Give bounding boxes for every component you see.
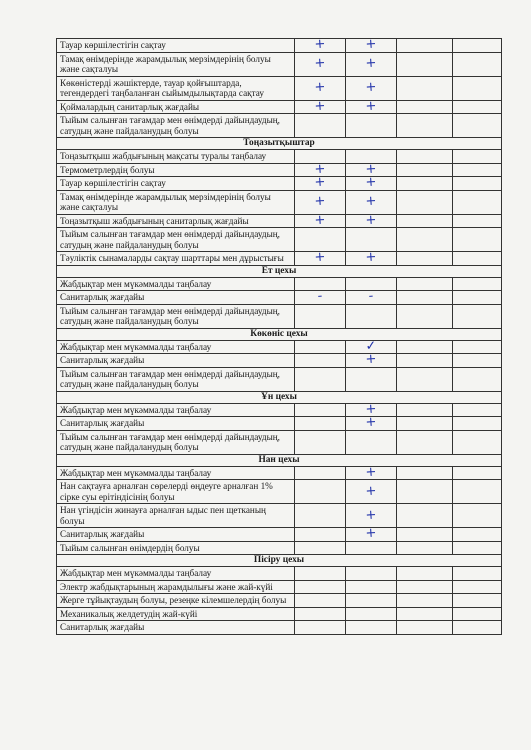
empty-cell[interactable] — [397, 581, 453, 594]
plus-mark: + — [365, 36, 377, 53]
criterion-label: Электр жабдықтарының жарамдылығы және жай-күйі — [57, 581, 295, 594]
mark-cell[interactable] — [295, 431, 346, 454]
criterion-label: Санитарлық жағдайы — [57, 417, 295, 430]
mark-cell[interactable] — [346, 480, 397, 503]
empty-cell[interactable] — [397, 431, 453, 454]
mark-cell[interactable] — [295, 608, 346, 621]
criterion-label: Санитарлық жағдайы — [57, 291, 295, 304]
empty-cell[interactable] — [453, 215, 501, 228]
empty-cell[interactable] — [453, 191, 501, 214]
empty-cell[interactable] — [397, 594, 453, 607]
section-header: Көкөніс цехы — [57, 329, 501, 341]
mark-cell[interactable] — [295, 528, 346, 541]
mark-cell[interactable] — [295, 567, 346, 580]
mark-cell[interactable] — [295, 77, 346, 100]
criterion-label: Тәуліктік сынамаларды сақтау шарттары мен дұрыстығы — [57, 252, 295, 265]
table-row — [57, 36, 501, 53]
mark-cell[interactable] — [295, 305, 346, 328]
empty-cell[interactable] — [453, 114, 501, 137]
table-row — [57, 161, 501, 178]
empty-cell[interactable] — [453, 608, 501, 621]
empty-cell[interactable] — [397, 354, 453, 367]
criterion-label: Тыйым салынған тағамдар мен өнімдерді дайындаудың, сатудың және пайдаланудың болуы — [57, 228, 295, 251]
table-row — [57, 504, 501, 528]
empty-cell[interactable] — [397, 164, 453, 177]
plus-mark: + — [365, 161, 377, 177]
table-row — [57, 98, 501, 115]
mark-cell[interactable] — [295, 114, 346, 137]
empty-cell[interactable] — [397, 404, 453, 417]
empty-cell[interactable] — [397, 608, 453, 621]
criterion-label: Санитарлық жағдайы — [57, 621, 295, 634]
table-row — [57, 114, 501, 138]
empty-cell[interactable] — [397, 177, 453, 190]
check-mark: ✓ — [365, 338, 377, 354]
table-row — [57, 621, 501, 635]
empty-cell[interactable] — [453, 341, 501, 354]
empty-cell[interactable] — [453, 567, 501, 580]
table-row — [57, 150, 501, 164]
plus-mark: + — [365, 55, 377, 72]
mark-cell[interactable] — [346, 228, 397, 251]
mark-cell[interactable] — [346, 414, 397, 431]
empty-cell[interactable] — [453, 53, 501, 76]
empty-cell[interactable] — [453, 305, 501, 328]
empty-cell[interactable] — [453, 252, 501, 265]
plus-mark: + — [314, 36, 326, 53]
empty-cell[interactable] — [453, 368, 501, 391]
mark-cell[interactable] — [346, 305, 397, 328]
mark-cell[interactable] — [346, 431, 397, 454]
mark-cell[interactable] — [346, 504, 397, 527]
mark-cell[interactable] — [295, 467, 346, 480]
table-row — [57, 174, 501, 191]
plus-mark: + — [314, 79, 326, 96]
plus-mark: + — [314, 249, 326, 266]
plus-mark: + — [365, 212, 377, 228]
empty-cell[interactable] — [453, 621, 501, 634]
mark-cell[interactable] — [295, 341, 346, 354]
empty-cell[interactable] — [453, 354, 501, 367]
empty-cell[interactable] — [453, 504, 501, 527]
section-header: Пісіру цехы — [57, 555, 501, 567]
empty-cell[interactable] — [453, 291, 501, 304]
mark-cell[interactable] — [346, 249, 397, 266]
plus-mark: + — [314, 98, 326, 114]
criterion-label: Жабдықтар мен мүкәммалды таңбалау — [57, 467, 295, 480]
mark-cell[interactable] — [346, 77, 397, 100]
criterion-label: Механикалық желдетудің жай-күйі — [57, 608, 295, 621]
mark-cell[interactable] — [346, 567, 397, 580]
criterion-label: Санитарлық жағдайы — [57, 354, 295, 367]
criterion-label: Тауар көршілестігін сақтау — [57, 177, 295, 190]
empty-cell[interactable] — [397, 542, 453, 555]
mark-cell[interactable] — [346, 608, 397, 621]
criterion-label: Көкөністерді жәшіктерде, тауар қойғыштарда, тегендердегі таңбаланған сыйымдылықтарда сақтау — [57, 77, 295, 100]
mark-cell[interactable] — [295, 98, 346, 114]
empty-cell[interactable] — [453, 101, 501, 114]
criterion-label: Тоңазытқыш жабдығының мақсаты туралы таңбалау — [57, 150, 295, 163]
table-row — [57, 212, 501, 229]
criterion-label: Тоңазытқыш жабдығының санитарлық жағдайы — [57, 215, 295, 228]
plus-mark: + — [314, 193, 326, 210]
mark-cell[interactable] — [346, 150, 397, 163]
plus-mark: + — [365, 193, 377, 210]
empty-cell[interactable] — [453, 150, 501, 163]
empty-cell[interactable] — [397, 480, 453, 503]
table-row — [57, 288, 501, 305]
plus-mark: + — [365, 464, 377, 480]
plus-mark: + — [314, 174, 326, 191]
empty-cell[interactable] — [397, 101, 453, 114]
mark-cell[interactable] — [295, 480, 346, 503]
scan-smudge — [420, 715, 460, 723]
empty-cell[interactable] — [453, 528, 501, 541]
empty-cell[interactable] — [397, 341, 453, 354]
table-row — [57, 368, 501, 392]
plus-mark: + — [365, 506, 377, 523]
criterion-label: Нан сақтауға арналған сөрелерді өңдеуге арналған 1% сірке суы ерітіндісінің болуы — [57, 480, 295, 503]
plus-mark: + — [365, 482, 377, 499]
mark-cell[interactable] — [295, 404, 346, 417]
mark-cell[interactable] — [295, 228, 346, 251]
mark-cell[interactable] — [346, 288, 397, 305]
criterion-label: Жабдықтар мен мүкәммалды таңбалау — [57, 341, 295, 354]
mark-cell[interactable] — [346, 174, 397, 191]
table-row — [57, 608, 501, 622]
criterion-label: Тыйым салынған тағамдар мен өнімдерді дайындаудың, сатудың және пайдаланудың болуы — [57, 368, 295, 391]
empty-cell[interactable] — [397, 567, 453, 580]
table-row — [57, 480, 501, 504]
plus-mark: + — [365, 249, 377, 266]
empty-cell[interactable] — [397, 215, 453, 228]
empty-cell[interactable] — [397, 417, 453, 430]
mark-cell[interactable] — [295, 354, 346, 367]
table-row — [57, 53, 501, 77]
section-header: Тоңазытқыштар — [57, 138, 501, 150]
table-row — [57, 338, 501, 355]
mark-cell[interactable] — [346, 351, 397, 368]
mark-cell[interactable] — [346, 368, 397, 391]
empty-cell[interactable] — [453, 417, 501, 430]
empty-cell[interactable] — [453, 431, 501, 454]
empty-cell[interactable] — [453, 594, 501, 607]
criterion-label: Жабдықтар мен мүкәммалды таңбалау — [57, 404, 295, 417]
table-row — [57, 581, 501, 595]
mark-cell[interactable] — [295, 417, 346, 430]
table-row — [57, 414, 501, 431]
empty-cell[interactable] — [453, 77, 501, 100]
mark-cell[interactable] — [346, 594, 397, 607]
table-row — [57, 249, 501, 266]
empty-cell[interactable] — [453, 164, 501, 177]
minus-mark: - — [317, 288, 323, 305]
plus-mark: + — [365, 525, 377, 542]
empty-cell[interactable] — [397, 39, 453, 52]
empty-cell[interactable] — [397, 504, 453, 527]
table-row — [57, 351, 501, 368]
plus-mark: + — [365, 79, 377, 96]
plus-mark: + — [314, 55, 326, 72]
empty-cell[interactable] — [397, 150, 453, 163]
mark-cell[interactable] — [295, 150, 346, 163]
mark-cell[interactable] — [295, 581, 346, 594]
empty-cell[interactable] — [397, 621, 453, 634]
table-row — [57, 464, 501, 481]
empty-cell[interactable] — [397, 528, 453, 541]
empty-cell[interactable] — [453, 278, 501, 291]
criterion-label: Нан үгіндісін жинауға арналған ыдыс пен щетканың болуы — [57, 504, 295, 527]
minus-mark: - — [368, 288, 374, 305]
criterion-label: Жабдықтар мен мүкәммалды таңбалау — [57, 567, 295, 580]
empty-cell[interactable] — [453, 177, 501, 190]
empty-cell[interactable] — [453, 404, 501, 417]
section-header: Нан цехы — [57, 455, 501, 467]
mark-cell[interactable] — [295, 621, 346, 634]
mark-cell[interactable] — [295, 288, 346, 305]
plus-mark: + — [365, 401, 377, 417]
criterion-label: Тыйым салынған тағамдар мен өнімдерді дайындаудың, сатудың және пайдаланудың болуы — [57, 114, 295, 137]
empty-cell[interactable] — [397, 191, 453, 214]
plus-mark: + — [314, 212, 326, 228]
empty-cell[interactable] — [397, 467, 453, 480]
criterion-label: Санитарлық жағдайы — [57, 528, 295, 541]
empty-cell[interactable] — [397, 278, 453, 291]
mark-cell[interactable] — [346, 191, 397, 214]
mark-cell[interactable] — [346, 621, 397, 634]
table-row — [57, 77, 501, 101]
empty-cell[interactable] — [397, 53, 453, 76]
criterion-label: Жабдықтар мен мүкәммалды таңбалау — [57, 278, 295, 291]
criterion-label: Тыйым салынған тағамдар мен өнімдерді дайындаудың, сатудың және пайдаланудың болуы — [57, 431, 295, 454]
table-row — [57, 401, 501, 418]
mark-cell[interactable] — [346, 53, 397, 76]
plus-mark: + — [365, 351, 377, 368]
table-row — [57, 594, 501, 608]
empty-cell[interactable] — [453, 39, 501, 52]
plus-mark: + — [314, 161, 326, 177]
mark-cell[interactable] — [346, 212, 397, 228]
table-row — [57, 431, 501, 455]
empty-cell[interactable] — [453, 480, 501, 503]
mark-cell[interactable] — [346, 114, 397, 137]
empty-cell[interactable] — [397, 305, 453, 328]
mark-cell[interactable] — [295, 368, 346, 391]
table-row — [57, 542, 501, 556]
table-row — [57, 567, 501, 581]
mark-cell[interactable] — [295, 36, 346, 53]
empty-cell[interactable] — [397, 114, 453, 137]
mark-cell[interactable] — [346, 464, 397, 480]
inspection-table — [56, 38, 502, 635]
plus-mark: + — [365, 414, 377, 431]
criterion-label: Тауар көршілестігін сақтау — [57, 39, 295, 52]
criterion-label: Тыйым салынған өнімдердің болуы — [57, 542, 295, 555]
mark-cell[interactable] — [295, 191, 346, 214]
criterion-label: Термометрлердің болуы — [57, 164, 295, 177]
mark-cell[interactable] — [295, 53, 346, 76]
table-row — [57, 228, 501, 252]
mark-cell[interactable] — [346, 98, 397, 114]
section-header: Ет цехы — [57, 266, 501, 278]
mark-cell[interactable] — [346, 525, 397, 542]
table-row — [57, 525, 501, 542]
mark-cell[interactable] — [295, 212, 346, 228]
mark-cell[interactable] — [295, 504, 346, 527]
empty-cell[interactable] — [397, 252, 453, 265]
criterion-label: Тамақ өнімдерінде жарамдылық мерзімдерінің болуы және сақталуы — [57, 53, 295, 76]
empty-cell[interactable] — [453, 228, 501, 251]
plus-mark: + — [365, 98, 377, 114]
criterion-label: Тамақ өнімдерінде жарамдылық мерзімдерінің болуы және сақталуы — [57, 191, 295, 214]
table-row — [57, 305, 501, 329]
empty-cell[interactable] — [397, 77, 453, 100]
criterion-label: Тыйым салынған тағамдар мен өнімдерді дайындаудың, сатудың және пайдаланудың болуы — [57, 305, 295, 328]
criterion-label: Қоймалардың санитарлық жағдайы — [57, 101, 295, 114]
empty-cell[interactable] — [453, 542, 501, 555]
mark-cell[interactable] — [346, 542, 397, 555]
empty-cell[interactable] — [453, 581, 501, 594]
table-row — [57, 278, 501, 292]
mark-cell[interactable] — [346, 36, 397, 53]
mark-cell[interactable] — [295, 249, 346, 266]
empty-cell[interactable] — [397, 228, 453, 251]
mark-cell[interactable] — [346, 581, 397, 594]
empty-cell[interactable] — [397, 368, 453, 391]
empty-cell[interactable] — [397, 291, 453, 304]
mark-cell[interactable] — [295, 174, 346, 191]
section-header: Ұн цехы — [57, 392, 501, 404]
mark-cell[interactable] — [295, 594, 346, 607]
criterion-label: Жерге тұйықтаудың болуы, резеңке кілемшелердің болуы — [57, 594, 295, 607]
mark-cell[interactable] — [295, 542, 346, 555]
table-row — [57, 191, 501, 215]
empty-cell[interactable] — [453, 467, 501, 480]
plus-mark: + — [365, 174, 377, 191]
